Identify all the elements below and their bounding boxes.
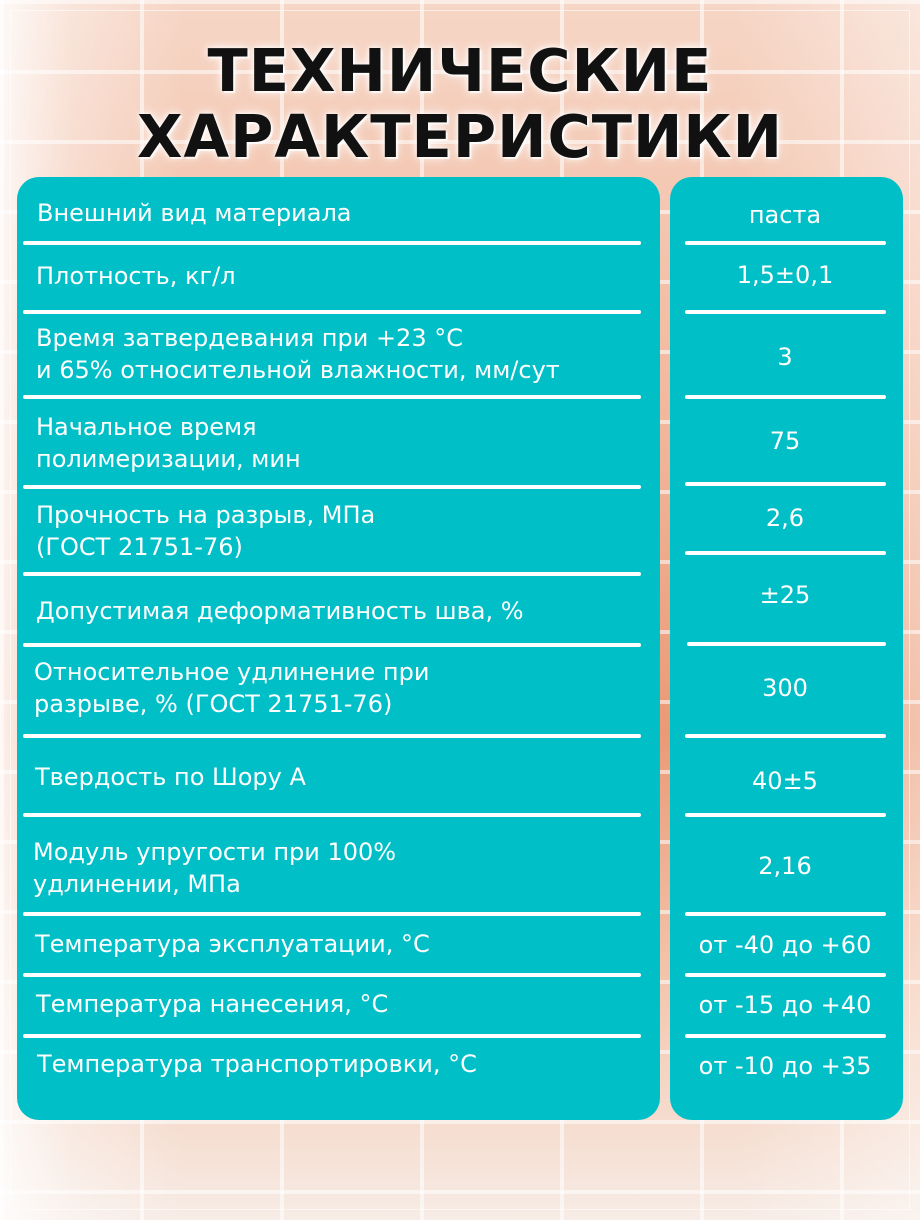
right-divider: [685, 813, 886, 817]
right-divider: [685, 734, 886, 738]
property-value: 1,5±0,1: [736, 261, 834, 289]
property-label: Время затвердевания при +23 °С и 65% относительной влажности, мм/сут: [36, 324, 560, 384]
left-divider: [23, 1034, 641, 1038]
left-divider: [23, 572, 641, 576]
left-divider: [23, 813, 641, 817]
property-value: ±25: [759, 581, 811, 609]
right-divider: [685, 973, 886, 977]
property-value: от -10 до +35: [698, 1052, 872, 1080]
property-label: Модуль упругости при 100% удлинении, МПа: [33, 838, 397, 898]
left-divider: [23, 912, 641, 916]
left-divider: [23, 643, 641, 647]
property-value: 3: [777, 343, 793, 371]
title-line-1: ТЕХНИЧЕСКИЕ: [207, 36, 713, 105]
property-label: Температура нанесения, °С: [36, 990, 389, 1018]
property-value: 300: [762, 674, 808, 702]
property-label: Твердость по Шору А: [35, 763, 306, 791]
right-divider: [685, 395, 886, 399]
labels-panel: [17, 177, 660, 1120]
right-divider: [685, 310, 886, 314]
property-label: Плотность, кг/л: [36, 262, 236, 290]
property-value: паста: [748, 201, 822, 229]
property-value: от -15 до +40: [698, 991, 872, 1019]
right-divider: [685, 912, 886, 916]
property-label: Начальное время полимеризации, мин: [36, 413, 301, 473]
property-label: Температура эксплуатации, °С: [35, 930, 430, 958]
property-value: 75: [769, 427, 801, 455]
right-divider: [687, 642, 886, 646]
property-label: Температура транспортировки, °С: [37, 1050, 477, 1078]
left-divider: [23, 310, 641, 314]
property-value: 40±5: [752, 767, 818, 795]
right-divider: [685, 551, 886, 555]
right-divider: [685, 1034, 886, 1038]
right-divider: [685, 241, 886, 245]
values-panel: [670, 177, 903, 1120]
property-label: Относительное удлинение при разрыве, % (ГОСТ 21751-76): [34, 658, 430, 718]
left-divider: [23, 485, 641, 489]
property-value: от -40 до +60: [698, 931, 872, 959]
right-divider: [685, 482, 886, 486]
left-divider: [23, 734, 641, 738]
left-divider: [23, 241, 641, 245]
left-divider: [23, 395, 641, 399]
page-title: [0, 38, 920, 170]
property-label: Допустимая деформативность шва, %: [36, 597, 524, 625]
title-line-2: ХАРАКТЕРИСТИКИ: [137, 102, 783, 171]
property-value: 2,16: [758, 852, 812, 880]
property-value: 2,6: [765, 504, 805, 532]
left-divider: [23, 973, 641, 977]
property-label: Прочность на разрыв, МПа (ГОСТ 21751-76): [36, 501, 376, 561]
property-label: Внешний вид материала: [37, 199, 352, 227]
